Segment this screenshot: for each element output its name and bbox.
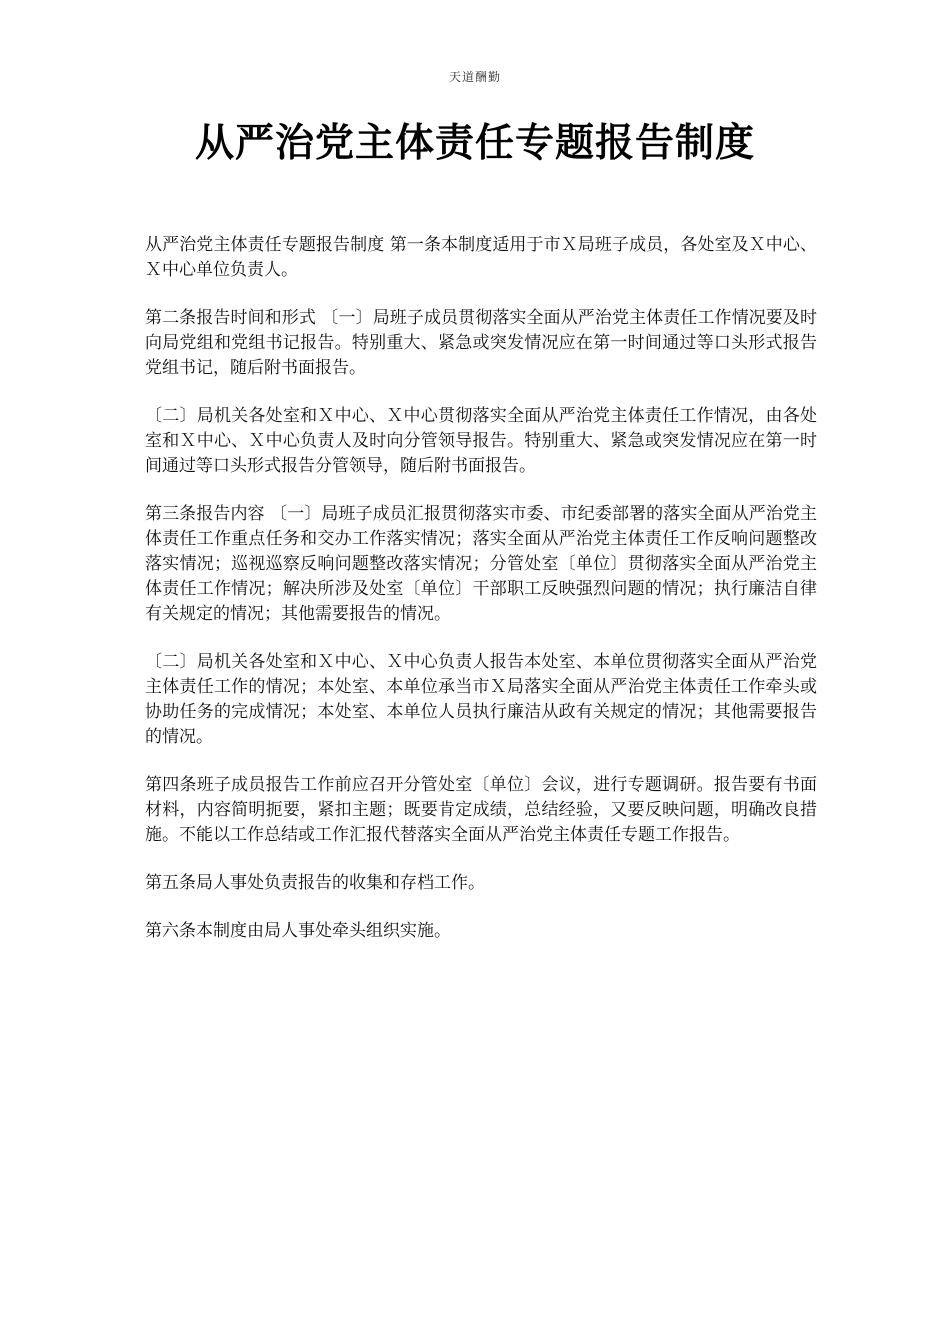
paragraph-2: 第二条报告时间和形式 〔一〕局班子成员贯彻落实全面从严治党主体责任工作情况要及时向局党组和党组书记报告。特别重大、紧急或突发情况应在第一时间通过等口头形式报告党组书记，随后附书面报告。 bbox=[145, 308, 817, 378]
paragraph-8: 第六条本制度由局人事处牵头组织实施。 bbox=[145, 921, 451, 941]
paragraph-4: 第三条报告内容 〔一〕局班子成员汇报贯彻落实市委、市纪委部署的落实全面从严治党主体责任工作重点任务和交办工作落实情况；落实全面从严治党主体责任工作反响问题整改落实情况；巡视巡察反响问题整改落实情况；分管处室〔单位〕贯彻落实全面从严治党主体责任工作情况；解决所涉及处室〔单位〕干部职工反映强烈问题的情况；执行廉洁自律有关规定的情况；其他需要报告的情况。 bbox=[145, 504, 817, 624]
page-header: 天道酬勤 bbox=[448, 70, 501, 84]
document-title: 从严治党主体责任专题报告制度 bbox=[194, 120, 755, 166]
document-body bbox=[145, 233, 817, 967]
paragraph-6: 第四条班子成员报告工作前应召开分管处室〔单位〕会议，进行专题调研。报告要有书面材料，内容简明扼要，紧扣主题；既要肯定成绩，总结经验，又要反映问题，明确改良措施。不能以工作总结或工作汇报代替落实全面从严治党主体责任专题工作报告。 bbox=[145, 775, 817, 845]
paragraph-7: 第五条局人事处负责报告的收集和存档工作。 bbox=[145, 873, 485, 893]
paragraph-1: 从严治党主体责任专题报告制度 第一条本制度适用于市Ｘ局班子成员，各处室及Ｘ中心、Ｘ中心单位负责人。 bbox=[145, 235, 817, 280]
paragraph-3: 〔二〕局机关各处室和Ｘ中心、Ｘ中心贯彻落实全面从严治党主体责任工作情况，由各处室和Ｘ中心、Ｘ中心负责人及时向分管领导报告。特别重大、紧急或突发情况应在第一时间通过等口头形式报告分管领导，随后附书面报告。 bbox=[145, 406, 817, 476]
paragraph-5: 〔二〕局机关各处室和Ｘ中心、Ｘ中心负责人报告本处室、本单位贯彻落实全面从严治党主体责任工作的情况；本处室、本单位承当市Ｘ局落实全面从严治党主体责任工作牵头或协助任务的完成情况；本处室、本单位人员执行廉洁从政有关规定的情况；其他需要报告的情况。 bbox=[145, 652, 817, 747]
